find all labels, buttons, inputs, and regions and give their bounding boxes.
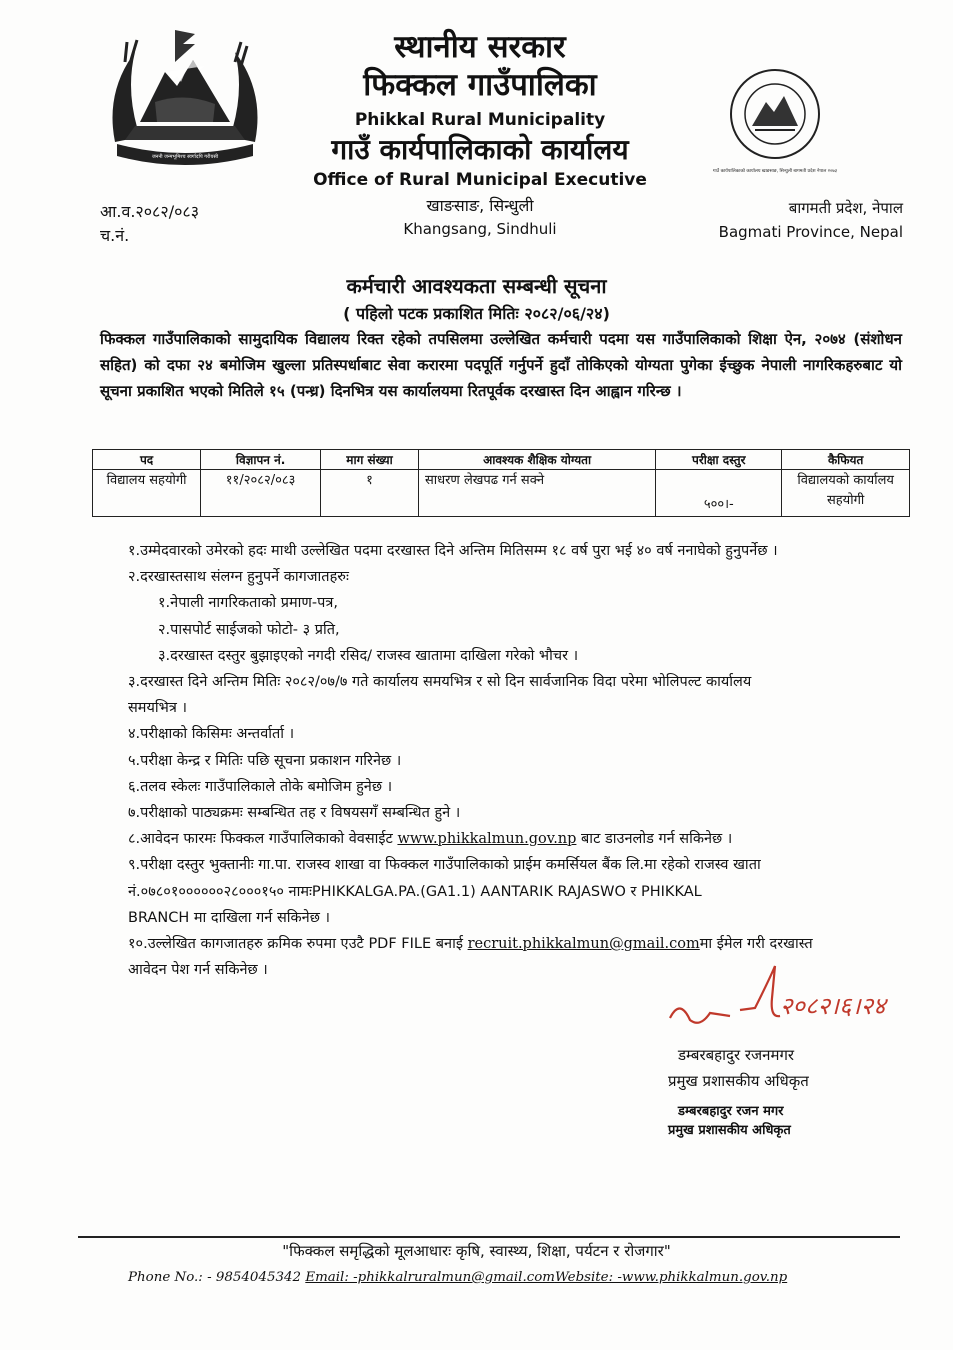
stamp-name: डम्बरबहादुर रजन मगर xyxy=(678,1104,784,1119)
condition-2b: २.पासपोर्ट साईजको फोटो- ३ प्रति, xyxy=(158,621,340,638)
col-fee: परीक्षा दस्तुर xyxy=(656,450,782,470)
ref-number: च.नं. xyxy=(100,226,130,245)
notice-intro: फिक्कल गाउँपालिकाको सामुदायिक विद्यालय रिक्त रहेको तपसिलमा उल्लेखित कर्मचारी पदमा यस गाउँपालिकाको शिक्षा ऐन, २०७४ (संशोधन सहित) को दफा २४ बमोजिम खुल्ला प्रतिस्पर्धाबाट सेवा करारमा पदपूर्ति गर्नुपर्ने हुदाँ तोकिएको योग्यता पुगेका ईच्छुक नेपाली नागरिकहरुबाट यो सूचना प्रकाशित भएको मितिले १५ (पन्ध्र) दिनभित्र यस कार्यालयमा रितपूर्वक दरखास्त दिन आह्वान गरिन्छ । xyxy=(100,330,902,400)
col-post: पद xyxy=(93,450,201,470)
stamp-title: प्रमुख प्रशासकीय अधिकृत xyxy=(668,1123,791,1138)
nepal-emblem-icon xyxy=(95,22,275,174)
footer-motto: "फिक्कल समृद्धिको मूलआधारः कृषि, स्वास्थ्य, शिक्षा, पर्यटन र रोजगार" xyxy=(282,1242,671,1260)
office-name: गाउँ कार्यपालिकाको कार्यालय xyxy=(331,133,629,166)
condition-9-cont: नं.०७८०१००००००२८०००१५० नामःPHIKKALGA.PA.(GA1.1) AANTARIK RAJASWO र PHIKKAL xyxy=(128,883,702,900)
signature-date: २०८२।६।२४ xyxy=(780,992,886,1020)
footer-website[interactable]: Website: -www.phikkalmun.gov.np xyxy=(554,1270,788,1285)
signatory-title: प्रमुख प्रशासकीय अधिकृत xyxy=(668,1072,809,1090)
recruit-email-link[interactable]: recruit.phikkalmun@gmail.com xyxy=(467,936,700,953)
condition-8-post: बाट डाउनलोड गर्न सकिनेछ । xyxy=(581,831,733,848)
seal-text: गाउँ कार्यपालिकाको कार्यालय खाङसाङ, सिन्धुली बागमती प्रदेश नेपाल २०७३ xyxy=(712,169,838,174)
cell-ad-no: ११/२०८२/०८३ xyxy=(201,470,321,517)
cell-demand: १ xyxy=(321,470,419,517)
condition-3: ३.दरखास्त दिने अन्तिम मितिः २०८२/०७/७ गते कार्यालय समयभित्र र सो दिन सार्वजानिक विदा परेमा भोलिपल्ट कार्यालय xyxy=(128,674,752,691)
conditions-list xyxy=(128,538,903,983)
col-remarks: कैफियत xyxy=(782,450,910,470)
municipality-name: फिक्कल गाउँपालिका xyxy=(363,67,597,103)
gov-label: स्थानीय सरकार xyxy=(394,29,566,65)
condition-10 xyxy=(128,931,903,957)
condition-2c: ३.दरखास्त दस्तुर बुझाइएको नगदी रसिद/ राजस्व खातामा दाखिला गरेको भौचर । xyxy=(158,647,579,664)
municipality-name-en: Phikkal Rural Municipality xyxy=(354,110,606,130)
condition-8 xyxy=(128,826,903,852)
col-ad-no: विज्ञापन नं. xyxy=(201,450,321,470)
col-demand: माग संख्या xyxy=(321,450,419,470)
emblem-motto: जननी जन्मभूमिश्च स्वर्गादपि गरीयसी xyxy=(151,154,219,160)
condition-5: ५.परीक्षा केन्द्र र मितिः पछि सूचना प्रकाशन गरिनेछ । xyxy=(128,752,402,769)
cell-remarks: विद्यालयको कार्यालय सहयोगी xyxy=(782,470,910,517)
notice-subtitle: ( पहिलो पटक प्रकाशित मितिः २०८२/०६/२४) xyxy=(343,304,610,323)
province-name-en: Bagmati Province, Nepal xyxy=(718,223,903,241)
condition-10-post: मा ईमेल गरी दरखास्त xyxy=(699,936,813,953)
table-row xyxy=(93,470,910,517)
letterhead xyxy=(280,28,680,240)
website-link[interactable]: www.phikkalmun.gov.np xyxy=(397,831,577,848)
condition-4: ४.परीक्षाको किसिमः अन्तर्वार्ता । xyxy=(128,726,295,743)
notice-title: कर्मचारी आवश्यकता सम्बन्धी सूचना xyxy=(346,274,607,298)
vacancy-table xyxy=(92,449,910,517)
footer-contact xyxy=(128,1270,888,1285)
handwritten-signature-icon xyxy=(660,958,930,1038)
col-qualification: आवश्यक शैक्षिक योग्यता xyxy=(418,450,655,470)
condition-7: ७.परीक्षाको पाठ्यक्रमः सम्बन्धित तह र विषयसगँ सम्बन्धित हुने । xyxy=(128,805,461,822)
footer-phone: Phone No.: - 9854045342 xyxy=(128,1270,302,1285)
cell-fee: ५००।- xyxy=(656,470,782,517)
condition-2a: १.नेपाली नागरिकताको प्रमाण-पत्र, xyxy=(158,595,338,612)
condition-6: ६.तलव स्केलः गाउँपालिकाले तोके बमोजिम हुनेछ । xyxy=(128,778,393,795)
office-place-en: Khangsang, Sindhuli xyxy=(403,220,557,238)
province-block xyxy=(719,196,903,244)
condition-10-pre: १०.उल्लेखित कागजातहरु क्रमिक रुपमा एउटै PDF FILE बनाई xyxy=(128,936,463,953)
municipal-seal-icon xyxy=(700,62,850,182)
table-header-row xyxy=(93,450,910,470)
condition-2: २.दरखास्तसाथ संलग्न हुनुपर्ने कागजातहरुः xyxy=(128,569,349,586)
condition-10-cont: आवेदन पेश गर्न सकिनेछ । xyxy=(128,962,268,979)
reference-block xyxy=(100,200,199,248)
cell-post: विद्यालय सहयोगी xyxy=(93,470,201,517)
condition-1: १.उम्मेदवारको उमेरको हदः माथी उल्लेखित पदमा दरखास्त दिने अन्तिम मितिसम्म १८ वर्ष पुरा भई ४० वर्ष ननाघेको हुनुपर्नेछ । xyxy=(128,543,778,559)
office-place: खाङसाङ, सिन्धुली xyxy=(426,196,534,215)
condition-9: ९.परीक्षा दस्तुर भुक्तानीः गा.पा. राजस्व शाखा वा फिक्कल गाउँपालिकाको प्राईम कमर्सियल बैंक लि.मा रहेको राजस्व खाता xyxy=(128,857,761,874)
office-name-en: Office of Rural Municipal Executive xyxy=(313,170,647,190)
cell-qualification: साधरण लेखपढ गर्न सक्ने xyxy=(418,470,655,517)
footer-divider xyxy=(78,1236,900,1238)
condition-9-cont2: BRANCH मा दाखिला गर्न सकिनेछ । xyxy=(128,909,330,926)
footer-email[interactable]: Email: -phikkalruralmun@gmail.com xyxy=(305,1270,555,1285)
condition-3-cont: समयभित्र । xyxy=(128,700,187,717)
province-name: बागमती प्रदेश, नेपाल xyxy=(788,199,903,217)
signatory-name: डम्बरबहादुर रजनमगर xyxy=(678,1046,795,1064)
condition-8-pre: ८.आवेदन फारमः फिक्कल गाउँपालिकाको वेवसाईट xyxy=(128,831,393,848)
fiscal-year: आ.व.२०८२/०८३ xyxy=(100,202,200,221)
